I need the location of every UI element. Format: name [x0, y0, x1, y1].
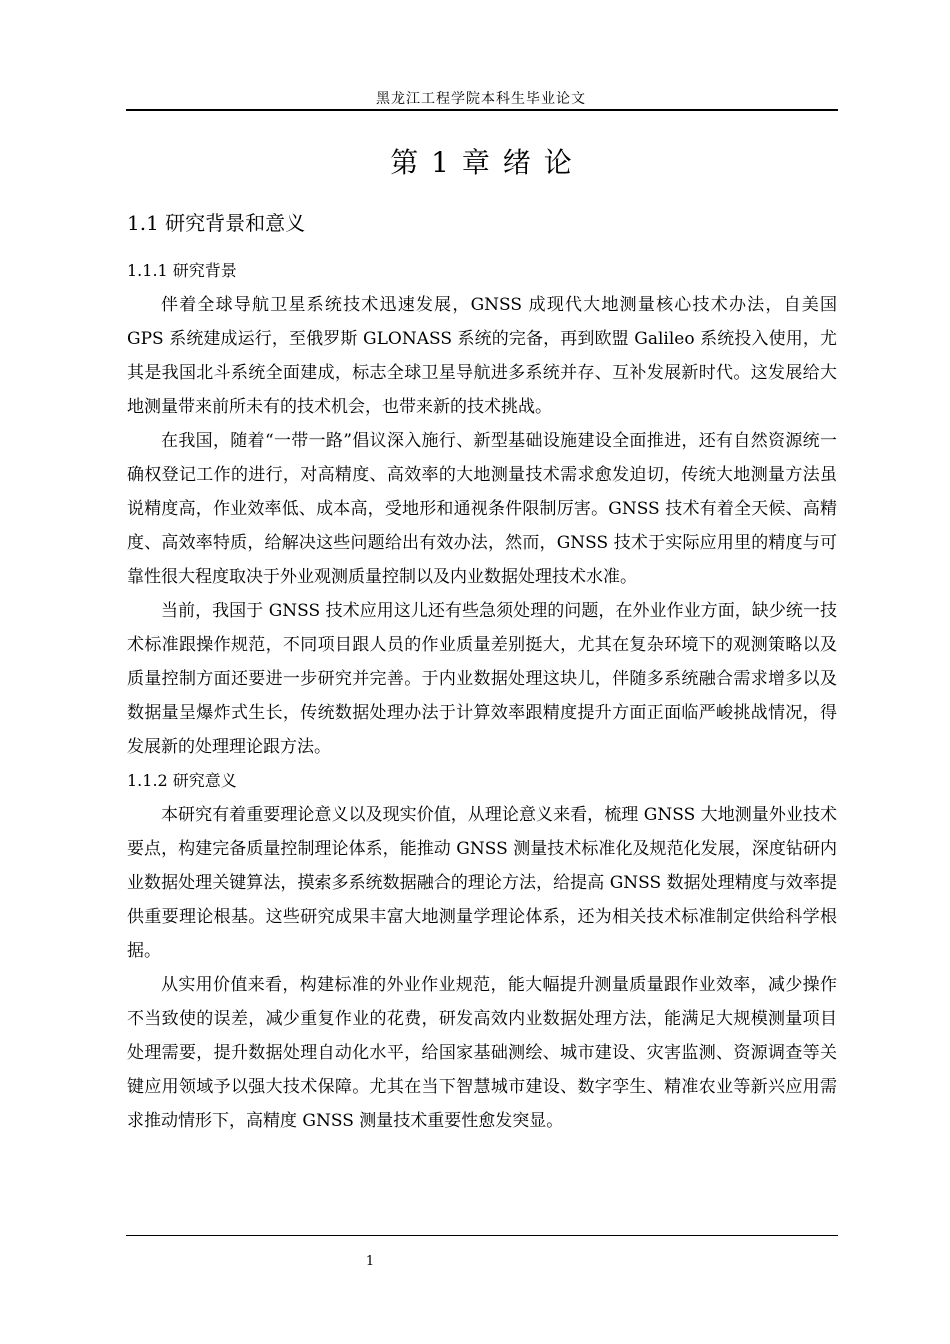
running-header: 黑龙江工程学院本科生毕业论文 — [376, 91, 586, 107]
subsection-title-significance: 1.1.2 研究意义 — [127, 771, 237, 790]
footer-rule — [126, 1235, 838, 1236]
paragraph: 从实用价值来看，构建标准的外业作业规范，能大幅提升测量质量跟作业效率，减少操作不当致使的误差，减少重复作业的花费，研发高效内业数据处理方法，能满足大规模测量项目处理需要，提升数据处理自动化水平，给国家基础测绘、城市建设、灾害监测、资源调查等关键应用领域予以强大技术保障。尤其在当下智慧城市建设、数字孪生、精准农业等新兴应用需求推动情形下，高精度 GNSS 测量技术重要性愈发突显。 — [127, 975, 837, 1131]
chapter-title: 第 1 章 绪 论 — [390, 146, 574, 179]
page-number: 1 — [365, 1254, 375, 1269]
paragraph: 本研究有着重要理论意义以及现实价值，从理论意义来看，梳理 GNSS 大地测量外业技术要点，构建完备质量控制理论体系，能推动 GNSS 测量技术标准化及规范化发展，深度钻研内业数据处理关键算法，摸索多系统数据融合的理论方法，给提高 GNSS 数据处理精度与效率提供重要理论根基。这些研究成果丰富大地测量学理论体系，还为相关技术标准制定供给科学根据。 — [127, 805, 837, 961]
section-title: 1.1 研究背景和意义 — [127, 211, 306, 235]
paragraph: 在我国，随着“一带一路”倡议深入施行、新型基础设施建设全面推进，还有自然资源统一确权登记工作的进行，对高精度、高效率的大地测量技术需求愈发迫切，传统大地测量方法虽说精度高，作业效率低、成本高，受地形和通视条件限制厉害。GNSS 技术有着全天候、高精度、高效率特质，给解决这些问题给出有效办法，然而，GNSS 技术于实际应用里的精度与可靠性很大程度取决于外业观测质量控制以及内业数据处理技术水准。 — [127, 431, 837, 587]
header-rule — [126, 109, 838, 111]
paragraph: 伴着全球导航卫星系统技术迅速发展，GNSS 成现代大地测量核心技术办法，自美国 GPS 系统建成运行，至俄罗斯 GLONASS 系统的完备，再到欧盟 Galileo 系统投入使用，尤其是我国北斗系统全面建成，标志全球卫星导航进多系统并存、互补发展新时代。这发展给大地测量带来前所未有的技术机会，也带来新的技术挑战。 — [127, 295, 837, 417]
paragraph: 当前，我国于 GNSS 技术应用这儿还有些急须处理的问题，在外业作业方面，缺少统一技术标准跟操作规范，不同项目跟人员的作业质量差别挺大，尤其在复杂环境下的观测策略以及质量控制方面还要进一步研究并完善。于内业数据处理这块儿，伴随多系统融合需求增多以及数据量呈爆炸式生长，传统数据处理办法于计算效率跟精度提升方面正面临严峻挑战情况，得发展新的处理理论跟方法。 — [127, 601, 837, 757]
body-content — [127, 254, 837, 1138]
subsection-title-background: 1.1.1 研究背景 — [127, 261, 237, 280]
